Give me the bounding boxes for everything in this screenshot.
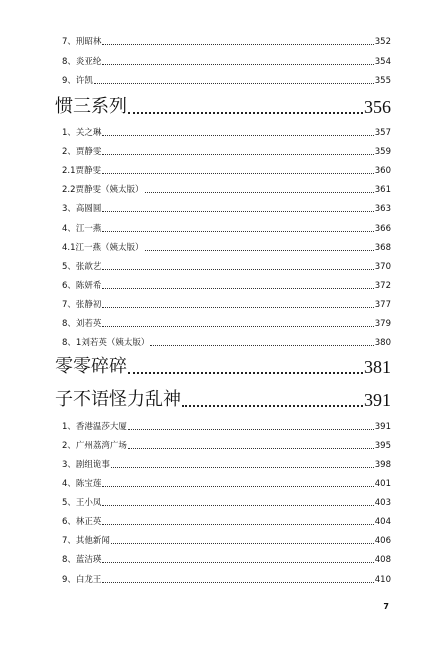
toc-entry-page: 360 xyxy=(374,166,391,176)
toc-section-heading[interactable] xyxy=(55,388,391,412)
dot-leader xyxy=(128,429,374,430)
toc-entry-page: 410 xyxy=(374,575,391,585)
dot-leader xyxy=(145,192,374,193)
toc-entry[interactable] xyxy=(62,280,391,292)
toc-entry[interactable] xyxy=(62,574,391,586)
toc-section-heading[interactable] xyxy=(55,355,391,379)
dot-leader xyxy=(182,405,363,407)
dot-leader xyxy=(102,562,373,563)
toc-entry-title: 1、香港温莎大厦 xyxy=(62,422,127,432)
toc-entry-page: 361 xyxy=(374,185,391,195)
toc-entry[interactable] xyxy=(62,478,391,490)
toc-entry[interactable] xyxy=(62,75,391,87)
dot-leader xyxy=(102,154,373,155)
toc-entry-page: 368 xyxy=(374,243,391,253)
dot-leader xyxy=(145,250,374,251)
toc-entry-page: 401 xyxy=(374,479,391,489)
toc-entry-page: 357 xyxy=(374,128,391,138)
dot-leader xyxy=(102,288,373,289)
toc-entry-title: 4、江一燕 xyxy=(62,224,102,234)
toc-entry[interactable] xyxy=(62,554,391,566)
toc-entry-title: 3、剧组诡事 xyxy=(62,460,110,470)
dot-leader xyxy=(102,326,373,327)
toc-entry-page: 403 xyxy=(374,498,391,508)
toc-entry-page: 379 xyxy=(374,319,391,329)
toc-entry-title: 7、其他新闻 xyxy=(62,536,110,546)
toc-entry-page: 406 xyxy=(374,536,391,546)
dot-leader xyxy=(111,543,374,544)
toc-entry-page: 352 xyxy=(374,37,391,47)
toc-entry-page: 408 xyxy=(374,555,391,565)
dot-leader xyxy=(102,524,373,525)
toc-entry-title: 2.1贾静雯 xyxy=(62,166,102,176)
toc-entry-title: 8、刘若英 xyxy=(62,319,102,329)
toc-entry[interactable] xyxy=(62,299,391,311)
toc-entry-title: 4.1江一燕（姨太版） xyxy=(62,243,144,253)
toc-entry[interactable] xyxy=(62,127,391,139)
toc-entry-title: 5、张歆艺 xyxy=(62,262,102,272)
toc-entry-title: 9、许凯 xyxy=(62,76,93,86)
dot-leader xyxy=(128,448,374,449)
toc-entry-title: 2、贾静雯 xyxy=(62,147,102,157)
toc-entry-title: 6、陈妍希 xyxy=(62,281,102,291)
toc-entry-page: 359 xyxy=(374,147,391,157)
toc-entry[interactable] xyxy=(62,223,391,235)
toc-entry-page: 395 xyxy=(374,441,391,451)
dot-leader xyxy=(94,83,374,84)
toc-entry-title: 2.2贾静雯（姨太版） xyxy=(62,185,144,195)
dot-leader xyxy=(102,231,373,232)
dot-leader xyxy=(150,345,373,346)
toc-section-title: 子不语怪力乱神 xyxy=(55,389,181,410)
toc-entry-page: 398 xyxy=(374,460,391,470)
toc-entry-title: 9、白龙王 xyxy=(62,575,102,585)
toc-entry-title: 7、刑昭林 xyxy=(62,37,102,47)
toc-entry-page: 355 xyxy=(374,76,391,86)
toc-entry-page: 377 xyxy=(374,300,391,310)
toc-entry-title: 8、1刘若英（姨太版） xyxy=(62,338,150,348)
dot-leader xyxy=(102,44,373,45)
dot-leader xyxy=(102,486,373,487)
toc-section-title: 零零碎碎 xyxy=(55,356,127,377)
toc-entry-title: 1、关之琳 xyxy=(62,128,102,138)
toc-entry[interactable] xyxy=(62,459,391,471)
toc-entry-title: 7、张静初 xyxy=(62,300,102,310)
toc-section-page: 381 xyxy=(364,357,391,377)
dot-leader xyxy=(102,211,373,212)
toc-entry-title: 3、高圆圆 xyxy=(62,204,102,214)
toc-entry-page: 366 xyxy=(374,224,391,234)
toc-section-page: 356 xyxy=(364,97,391,117)
toc-entry-page: 372 xyxy=(374,281,391,291)
dot-leader xyxy=(128,112,363,114)
dot-leader xyxy=(102,173,374,174)
page-number: 7 xyxy=(383,602,389,611)
toc-entry[interactable] xyxy=(62,535,391,547)
dot-leader xyxy=(102,307,373,308)
toc-entry-title: 2、广州荔湾广场 xyxy=(62,441,127,451)
toc-entry-title: 8、蓝洁瑛 xyxy=(62,555,102,565)
toc-entry[interactable] xyxy=(62,242,391,254)
dot-leader xyxy=(102,135,373,136)
toc-entry[interactable] xyxy=(62,440,391,452)
toc-section-page: 391 xyxy=(364,390,391,410)
toc-entry[interactable] xyxy=(62,337,391,349)
toc-entry-page: 354 xyxy=(374,57,391,67)
toc-entry-title: 4、陈宝莲 xyxy=(62,479,102,489)
toc-entry[interactable] xyxy=(62,36,391,48)
dot-leader xyxy=(102,269,373,270)
dot-leader xyxy=(102,64,373,65)
toc-entry[interactable] xyxy=(62,184,391,196)
toc-entry-title: 5、王小凤 xyxy=(62,498,102,508)
toc-entry-title: 6、林正英 xyxy=(62,517,102,527)
toc-entry-page: 380 xyxy=(374,338,391,348)
toc-entry-page: 391 xyxy=(374,422,391,432)
toc-entry[interactable] xyxy=(62,56,391,68)
toc-entry-page: 370 xyxy=(374,262,391,272)
toc-entry[interactable] xyxy=(62,516,391,528)
dot-leader xyxy=(128,372,363,374)
toc-entry[interactable] xyxy=(62,497,391,509)
toc-section-heading[interactable] xyxy=(55,95,391,119)
toc-entry-title: 8、炎亚纶 xyxy=(62,57,102,67)
dot-leader xyxy=(102,505,373,506)
toc-entry[interactable] xyxy=(62,421,391,433)
toc-entry-page: 363 xyxy=(374,204,391,214)
toc-entry[interactable] xyxy=(62,318,391,330)
dot-leader xyxy=(102,582,373,583)
toc-section-title: 惯三系列 xyxy=(55,96,127,117)
toc-entry[interactable] xyxy=(62,165,391,177)
dot-leader xyxy=(111,467,374,468)
toc-entry-page: 404 xyxy=(374,517,391,527)
toc-entry[interactable] xyxy=(62,203,391,215)
toc-entry[interactable] xyxy=(62,146,391,158)
toc-entry[interactable] xyxy=(62,261,391,273)
